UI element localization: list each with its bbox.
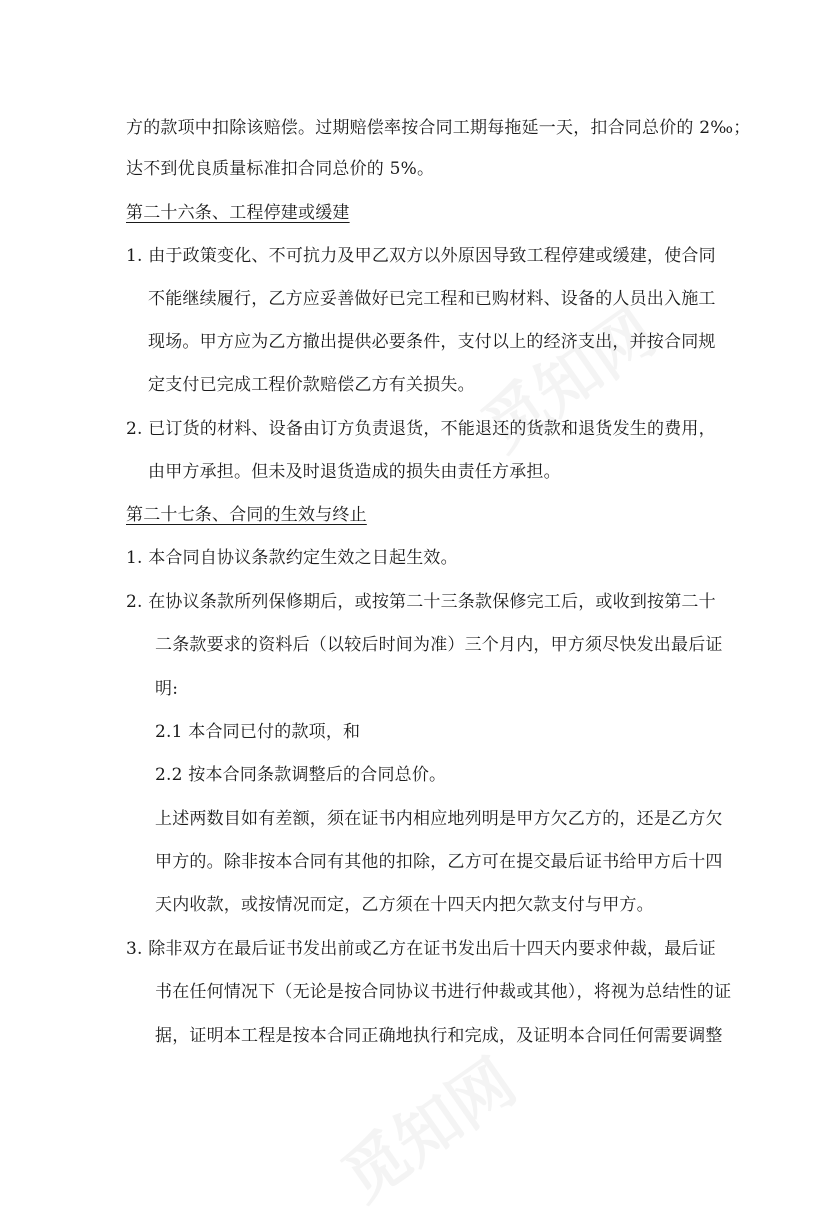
list-item-line: 现场。甲方应为乙方撤出提供必要条件，支付以上的经济支出，并按合同规	[148, 332, 716, 352]
paragraph-line: 上述两数目如有差额，须在证书内相应地列明是甲方欠乙方的，还是乙方欠	[155, 809, 723, 829]
paragraph-line: 天内收款，或按情况而定，乙方须在十四天内把欠款支付与甲方。	[155, 895, 654, 915]
list-item-line: 由甲方承担。但未及时退货造成的损失由责任方承担。	[148, 462, 561, 482]
list-item-line: 3. 除非双方在最后证书发出前或乙方在证书发出后十四天内要求仲裁，最后证	[126, 939, 716, 959]
list-item-line: 明:	[155, 679, 179, 699]
list-item-line: 据，证明本工程是按本合同正确地执行和完成，及证明本合同任何需要调整	[155, 1026, 723, 1046]
list-item-line: 定支付已完成工程价款赔偿乙方有关损失。	[148, 375, 475, 395]
watermark-text	[321, 1033, 531, 1218]
article-heading: 第二十七条、合同的生效与终止	[126, 505, 367, 525]
list-item-line: 不能继续履行，乙方应妥善做好已完工程和已购材料、设备的人员出入施工	[148, 289, 716, 309]
article-heading: 第二十六条、工程停建或缓建	[126, 203, 350, 223]
watermark-text	[461, 283, 671, 468]
list-item-line: 2. 已订货的材料、设备由订方负责退货，不能退还的货款和退货发生的费用，	[126, 419, 716, 439]
list-item-line: 1. 由于政策变化、不可抗力及甲乙双方以外原因导致工程停建或缓建，使合同	[126, 246, 716, 266]
list-item-line: 书在任何情况下（无论是按合同协议书进行仲裁或其他），将视为总结性的证	[155, 982, 732, 1002]
list-item-line: 2. 在协议条款所列保修期后，或按第二十三条款保修完工后，或收到按第二十	[126, 592, 716, 612]
sub-item-line: 2.2 按本合同条款调整后的合同总价。	[155, 765, 447, 785]
paragraph-line: 甲方的。除非按本合同有其他的扣除，乙方可在提交最后证书给甲方后十四	[155, 852, 723, 872]
paragraph-line: 方的款项中扣除该赔偿。过期赔偿率按合同工期每拖延一天，扣合同总价的 2‰；	[126, 118, 751, 138]
list-item-line: 1. 本合同自协议条款约定生效之日起生效。	[126, 548, 458, 568]
paragraph-line: 达不到优良质量标准扣合同总价的 5%。	[126, 159, 435, 179]
sub-item-line: 2.1 本合同已付的款项，和	[155, 722, 361, 742]
list-item-line: 二条款要求的资料后（以较后时间为准）三个月内，甲方须尽快发出最后证	[155, 635, 723, 655]
